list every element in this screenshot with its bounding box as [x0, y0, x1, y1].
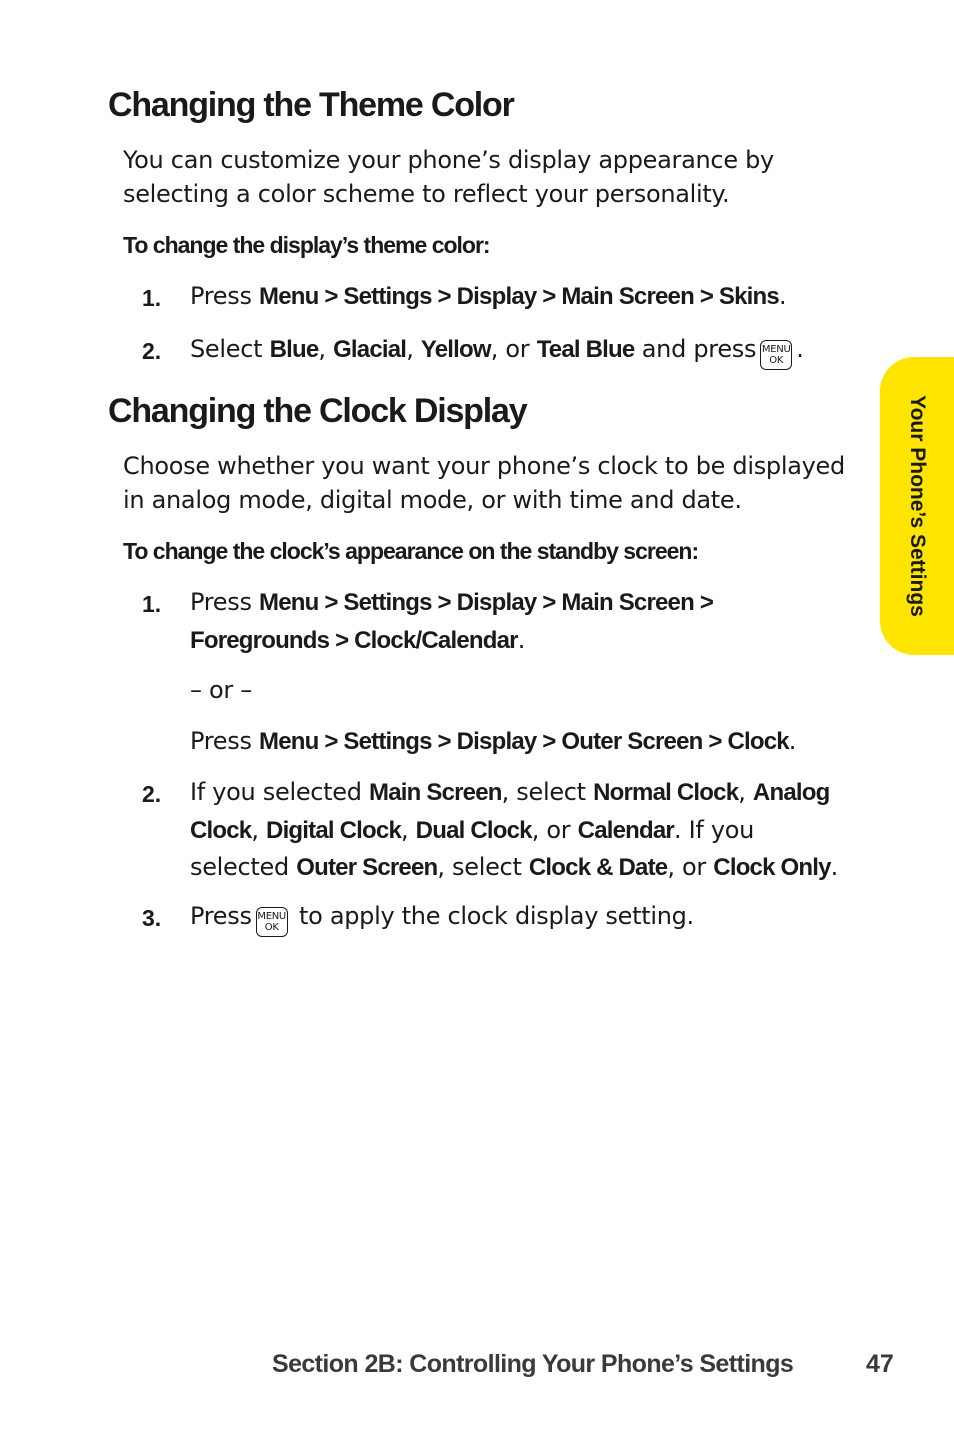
clock-step2-number: 2. — [142, 781, 162, 807]
theme-step1-number: 1. — [142, 285, 162, 311]
page-number: 47 — [866, 1350, 894, 1378]
clock-step2: If you selected Main Screen, select Normal Clock, Analog Clock, Digital Clock, Dual Clock, or Calendar. If you selected Outer Screen, select Clock & Date, or Clock Only. — [190, 778, 839, 881]
side-tab-label: Your Phone’s Settings — [906, 395, 929, 617]
clock-step3-number: 3. — [142, 905, 162, 931]
theme-lead: To change the display’s theme color: — [123, 232, 490, 258]
clock-step3: Press MENU OK to apply the clock display setting. — [190, 898, 850, 937]
theme-heading: Changing the Theme Color — [108, 86, 514, 124]
footer-section-title: Section 2B: Controlling Your Phone’s Settings — [272, 1350, 794, 1378]
or-separator: – or – — [190, 676, 253, 704]
clock-lead: To change the clock’s appearance on the standby screen: — [123, 538, 699, 564]
menu-ok-key-icon: MENU OK — [256, 907, 288, 937]
clock-heading: Changing the Clock Display — [108, 392, 527, 430]
theme-step2-number: 2. — [142, 338, 162, 364]
clock-step1-alt: Press Menu > Settings > Display > Outer Screen > Clock. — [190, 727, 797, 755]
menu-ok-key-icon: MENU OK — [760, 340, 792, 370]
theme-step2: Select Blue, Glacial, Yellow, or Teal Blue and press MENU OK . — [190, 331, 850, 370]
theme-intro: You can customize your phone’s display appearance by selecting a color scheme to reflect your personality. — [123, 146, 774, 208]
clock-step1-number: 1. — [142, 591, 162, 617]
clock-step1: Press Menu > Settings > Display > Main Screen > Foregrounds > Clock/Calendar. — [190, 588, 714, 654]
theme-step1: Press Menu > Settings > Display > Main Screen > Skins. — [190, 282, 787, 310]
clock-intro: Choose whether you want your phone’s clock to be displayed in analog mode, digital mode, or with time and date. — [123, 452, 845, 514]
